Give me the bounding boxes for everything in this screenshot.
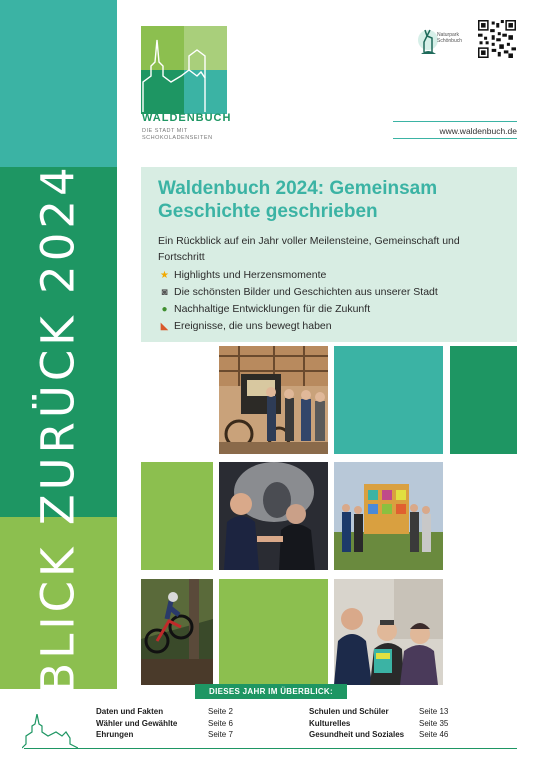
toc-item-title: Wähler und Gewählte (96, 718, 178, 728)
toc-item[interactable] (309, 706, 448, 718)
logo-name: WALDENBUCH (142, 112, 232, 124)
decor-tile-lime (141, 462, 213, 570)
photo-book-presentation (334, 579, 443, 685)
party-popper-icon: ◣ (160, 321, 169, 332)
photo-mountain-bike (141, 579, 213, 685)
naturpark-label-line1: Naturpark (437, 32, 459, 38)
qr-code-icon[interactable] (478, 20, 516, 58)
website-link[interactable]: www.waldenbuch.de (439, 126, 517, 136)
toc-item-title: Gesundheit und Soziales (309, 730, 405, 739)
logo-tagline-line2: SCHOKOLADENSEITEN (142, 135, 213, 141)
toc-left (96, 706, 233, 741)
toc-item-page: Seite 13 (419, 707, 449, 716)
toc-item-title: Kulturelles (309, 718, 351, 728)
toc-item-page: Seite 2 (208, 707, 233, 716)
decor-tile-teal (334, 346, 443, 454)
toc-item-page: Seite 7 (208, 730, 233, 739)
vertical-title: BLICK ZURÜCK 2024 (32, 162, 85, 694)
toc-item[interactable] (96, 729, 233, 741)
headline: Waldenbuch 2024: Gemeinsam Geschichte geschrieben (158, 178, 438, 222)
skyline-icon (22, 714, 78, 750)
naturpark-label (437, 32, 462, 44)
list-item (158, 267, 508, 284)
decor-tile-lime-2 (219, 579, 328, 685)
tree-icon: ● (161, 304, 168, 315)
toc-item-title: Daten und Fakten (96, 707, 164, 716)
toc-right (309, 706, 448, 741)
toc-item-page: Seite 6 (208, 718, 233, 728)
toc-item-page: Seite 46 (419, 730, 449, 739)
list-item-text: Highlights und Herzensmomente (174, 269, 327, 281)
overview-label: DIESES JAHR IM ÜBERBLICK: (195, 684, 347, 699)
star-icon: ★ (160, 270, 169, 281)
decor-tile-green (450, 346, 517, 454)
logo-tagline-line1: DIE STADT MIT (142, 128, 188, 134)
list-item (158, 301, 508, 318)
toc-item[interactable] (96, 706, 233, 718)
toc-item[interactable] (96, 718, 233, 730)
photo-stagecoach (219, 346, 328, 454)
camera-icon: ◙ (161, 287, 168, 298)
toc-item[interactable] (309, 729, 448, 741)
photo-handshake (219, 462, 328, 570)
list-item-text: Die schönsten Bilder und Geschichten aus unserer Stadt (174, 286, 438, 298)
header-rule-top (393, 121, 517, 122)
toc-item[interactable] (309, 718, 448, 730)
logo-tagline (142, 128, 213, 142)
list-item (158, 284, 508, 301)
header-rule-bottom (393, 138, 517, 139)
left-band-teal (0, 0, 117, 167)
highlight-list (158, 267, 508, 335)
vertical-title-wrap (0, 162, 117, 694)
bottom-rule (24, 748, 517, 749)
naturpark-label-line2: Schönbuch (437, 38, 463, 44)
list-item-text: Nachhaltige Entwicklungen für die Zukunft (174, 303, 371, 315)
intro-text: Ein Rückblick auf ein Jahr voller Meilensteine, Gemeinschaft und Fortschritt (158, 235, 460, 263)
list-item (158, 318, 508, 335)
list-item-text: Ereignisse, die uns bewegt haben (174, 320, 332, 332)
toc-item-title: Ehrungen (96, 730, 134, 739)
waldenbuch-logo-icon (141, 26, 227, 114)
photo-group-outdoor (334, 462, 443, 570)
toc-item-title: Schulen und Schüler (309, 707, 389, 716)
toc-item-page: Seite 35 (419, 718, 449, 728)
